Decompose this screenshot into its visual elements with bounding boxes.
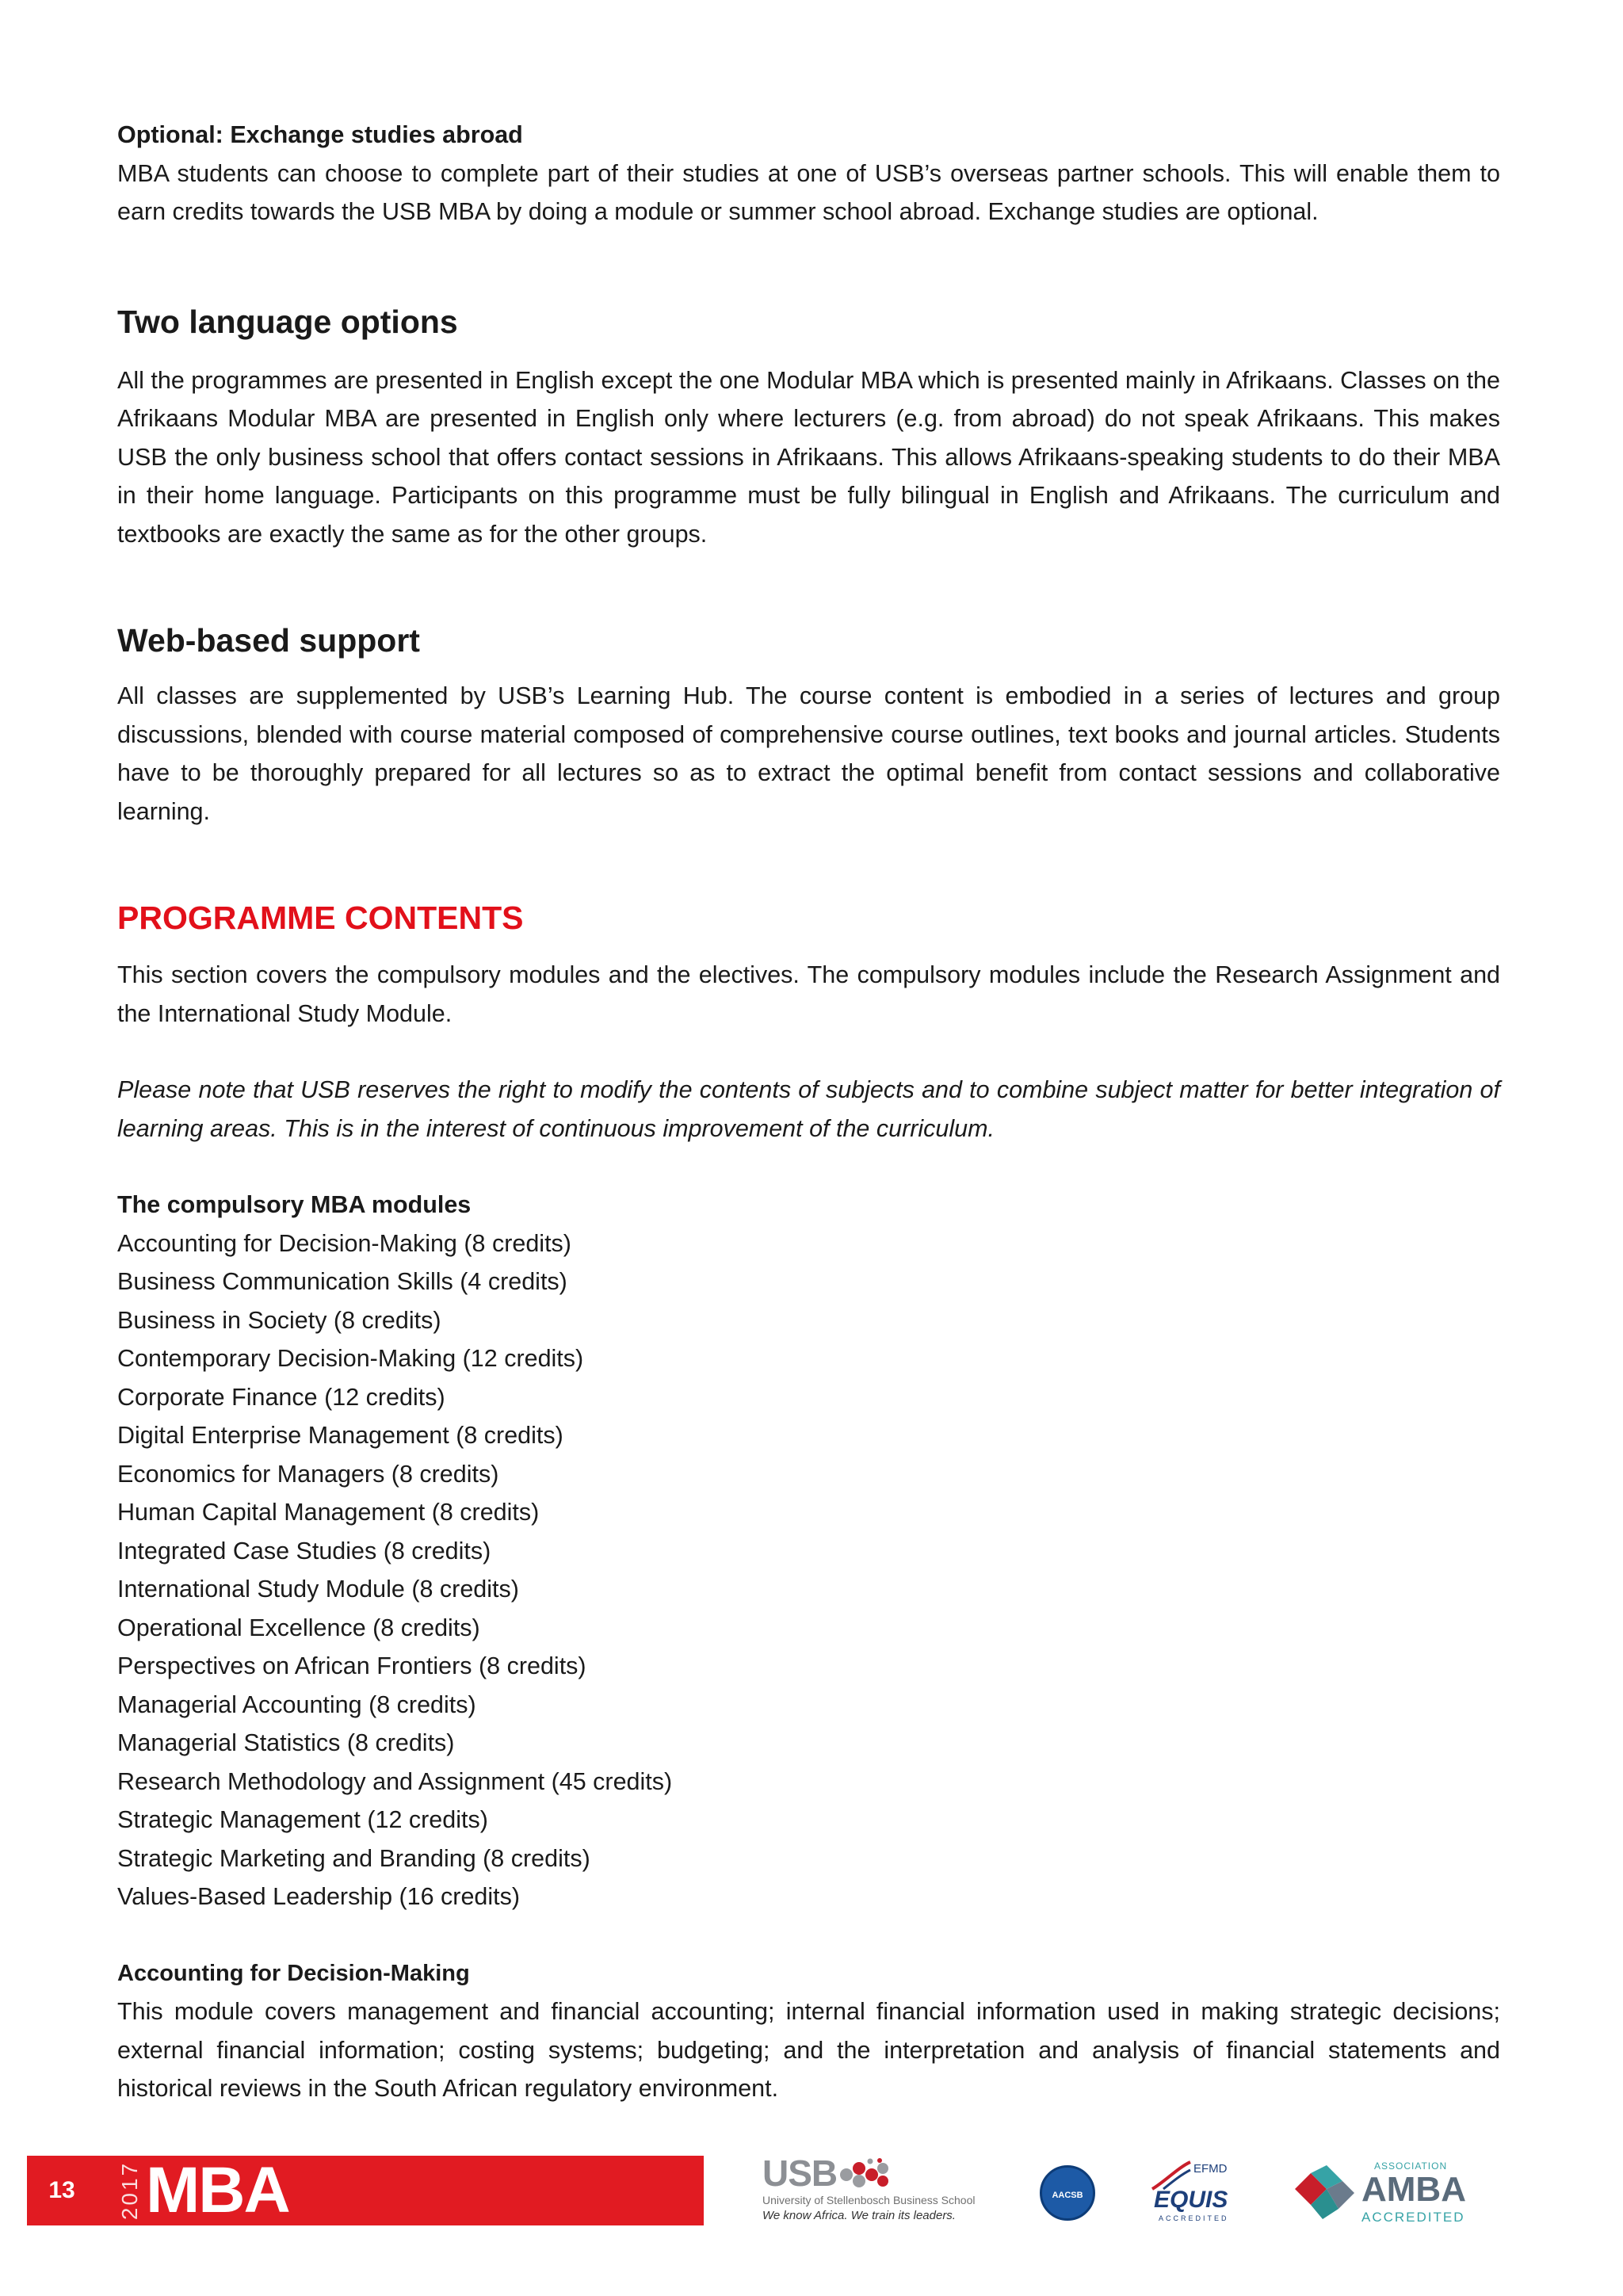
list-item: Contemporary Decision-Making (12 credits)	[117, 1345, 584, 1372]
modules-list	[117, 1224, 1500, 1916]
amba-association: ASSOCIATION	[1374, 2160, 1448, 2172]
usb-subtitle: University of Stellenbosch Business School	[762, 2194, 976, 2206]
usb-logo	[762, 2154, 992, 2224]
accounting-text: This module covers management and financial accounting; internal financial information used in making strategic decisions; external financial information; costing systems; budgeting; and the interpretation and analysis of financial statements and historical reviews in the South African regulatory environment.	[117, 1998, 1500, 2102]
page-number: 13	[48, 2177, 75, 2203]
footer-title: MBA	[146, 2154, 289, 2226]
programme-intro: This section covers the compulsory modules and the electives. The compulsory modules include the Research Assignment and the International Study Module.	[117, 961, 1500, 1027]
usb-name: USB	[762, 2153, 838, 2194]
exchange-text: MBA students can choose to complete part of their studies at one of USB’s overseas partner schools. This will enable them to earn credits towards the USB MBA by doing a module or summer school abroad. Exchange studies are optional.	[117, 159, 1500, 225]
web-text: All classes are supplemented by USB’s Learning Hub. The course content is embodied in a series of lectures and group discussions, blended with course material composed of comprehensive course outlines, text books and journal articles. Students have to be thoroughly prepared for all lectures so as to extract the optimal benefit from contact sessions and collaborative learning.	[117, 682, 1500, 825]
list-item: International Study Module (8 credits)	[117, 1576, 519, 1603]
usb-dots-icon	[838, 2157, 894, 2189]
list-item: Perspectives on African Frontiers (8 credits)	[117, 1652, 586, 1679]
accounting-heading: Accounting for Decision-Making	[117, 1960, 470, 1986]
equis-accredited: ACCREDITED	[1159, 2214, 1229, 2222]
language-heading: Two language options	[117, 303, 458, 340]
list-item: Managerial Accounting (8 credits)	[117, 1690, 476, 1718]
amba-accredited: ACCREDITED	[1361, 2210, 1465, 2225]
list-item: Human Capital Management (8 credits)	[117, 1499, 540, 1526]
amba-label: AMBA	[1361, 2170, 1466, 2209]
modules-heading: The compulsory MBA modules	[117, 1191, 472, 1218]
list-item: Values-Based Leadership (16 credits)	[117, 1883, 521, 1910]
equis-label: EQUIS	[1154, 2187, 1228, 2213]
list-item: Digital Enterprise Management (8 credits)	[117, 1422, 563, 1449]
list-item: Integrated Case Studies (8 credits)	[117, 1537, 491, 1564]
list-item: Strategic Management (12 credits)	[117, 1806, 488, 1833]
list-item: Business Communication Skills (4 credits)	[117, 1268, 567, 1295]
list-item: Economics for Managers (8 credits)	[117, 1460, 499, 1488]
list-item: Managerial Statistics (8 credits)	[117, 1729, 455, 1756]
equis-logo	[1148, 2159, 1243, 2225]
page-content	[117, 116, 1500, 2108]
exchange-heading: Optional: Exchange studies abroad	[117, 121, 523, 148]
aacsb-badge: AACSB	[1040, 2165, 1095, 2221]
amba-logo	[1295, 2160, 1466, 2227]
programme-note: Please note that USB reserves the right to modify the contents of subjects and to combine subject matter for better integration of learning areas. This is in the interest of continuous improvement of the curriculum.	[117, 1076, 1500, 1142]
efmd-label: EFMD	[1193, 2162, 1228, 2176]
list-item: Research Methodology and Assignment (45 credits)	[117, 1767, 673, 1795]
list-item: Accounting for Decision-Making (8 credits)	[117, 1229, 571, 1257]
footer-year: 2017	[117, 2160, 142, 2221]
list-item: Business in Society (8 credits)	[117, 1306, 441, 1334]
list-item: Operational Excellence (8 credits)	[117, 1614, 480, 1641]
usb-tagline: We know Africa. We train its leaders.	[762, 2209, 956, 2222]
list-item: Corporate Finance (12 credits)	[117, 1383, 445, 1411]
footer-banner	[27, 2156, 704, 2225]
list-item: Strategic Marketing and Branding (8 credits)	[117, 1844, 590, 1872]
language-text: All the programmes are presented in English except the one Modular MBA which is presented mainly in Afrikaans. Classes on the Afrikaans Modular MBA are presented in English only where lecturers (e.g. from abroad) do not speak Afrikaans. This makes USB the only business school that offers contact sessions in Afrikaans. This allows Afrikaans-speaking students to do their MBA in their home language. Participants on this programme must be fully bilingual in English and Afrikaans. The curriculum and textbooks are exactly the same as for the other groups.	[117, 366, 1500, 548]
programme-heading: PROGRAMME CONTENTS	[117, 900, 524, 936]
amba-diamond-icon	[1295, 2165, 1358, 2221]
web-heading: Web-based support	[117, 622, 420, 659]
